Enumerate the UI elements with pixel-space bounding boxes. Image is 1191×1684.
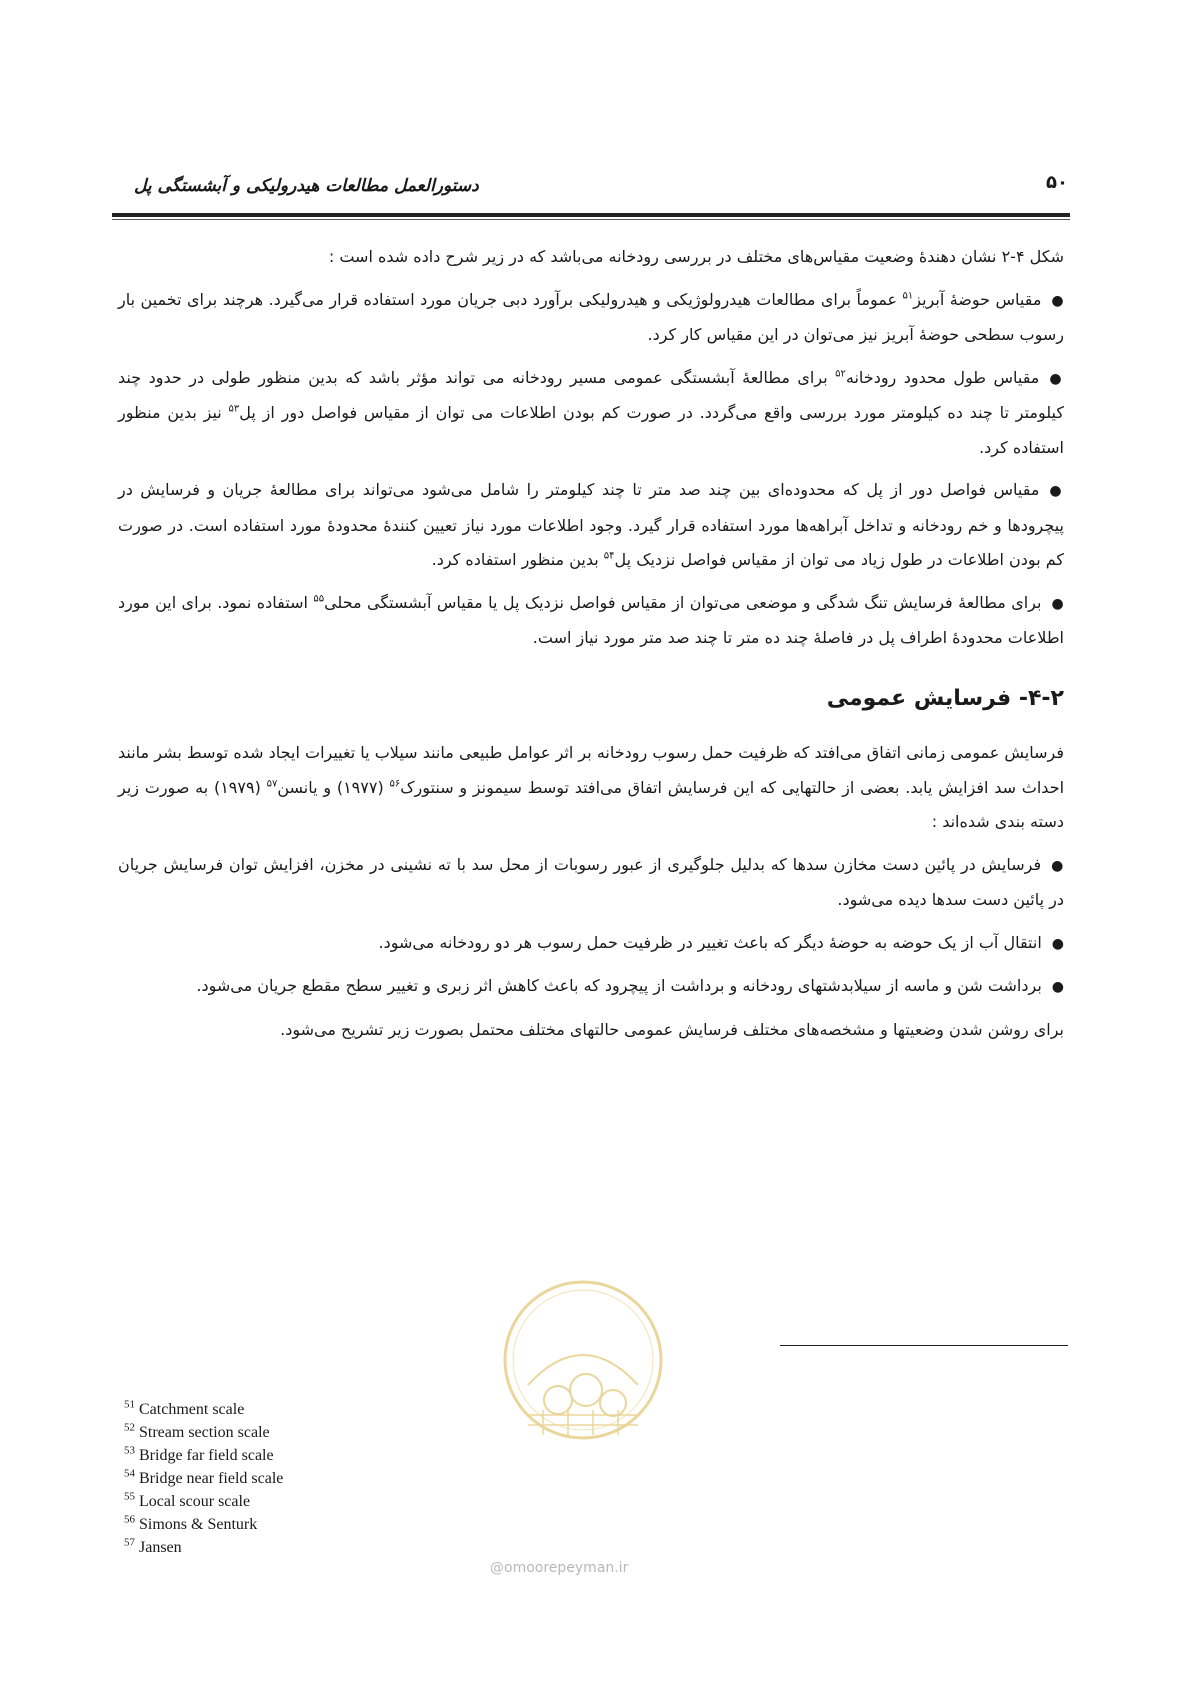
bullet-text: مقیاس فواصل دور از پل که محدوده‌ای بین چند صد متر تا چند کیلومتر را شامل می‌شود می‌تواند برای مطالعهٔ جریان و فرسایش در پیچرودها و خم رودخانه و تداخل آبراهه‌ها مورد استفاده قرار گیرد. وجود اطلاعات مورد نیاز تعیین کنندهٔ محدودهٔ مورد استفاده است. در صورت کم بودن اطلاعات در طول زیاد می توان از مقیاس فواصل نزدیک پل	[118, 480, 1064, 569]
bullet-catchment	[118, 283, 1064, 353]
section-heading: ۴-۲- فرسایش عمومی	[826, 685, 1064, 711]
bullet-text: عموماً برای مطالعات هیدرولوژیکی و هیدرولیکی برآورد دبی جریان مورد استفاده قرار می‌گیرد. هرچند برای تخمین بار رسوب سطحی حوضهٔ آبریز نیز می‌توان در این مقیاس کار کرد.	[118, 289, 1064, 344]
watermark-seal-icon	[498, 1265, 668, 1465]
footnote-text: Stream section scale	[139, 1424, 270, 1441]
bullet-text: استفاده نمود. برای این مورد اطلاعات محدودهٔ اطراف پل در فاصلهٔ چند ده متر تا چند صد متر مورد نیاز است.	[118, 592, 1064, 647]
footnote-text: Bridge near field scale	[139, 1470, 284, 1487]
bullet-text: مقیاس طول محدود رودخانه	[845, 367, 1040, 387]
bullet-icon: ●	[1051, 857, 1064, 874]
footnote-item	[124, 1513, 283, 1536]
intro-paragraph: شکل ۴-۲ نشان دهندهٔ وضعیت مقیاس‌های مختلف در بررسی رودخانه می‌باشد که در زیر شرح داده شده است :	[328, 247, 1064, 266]
bullet-local-scour	[118, 586, 1064, 656]
footnote-number: 53	[124, 1444, 135, 1457]
bullet-text: برداشت شن و ماسه از سیلابدشتهای رودخانه و برداشت از پیچرود که باعث کاهش اثر زبری و تغییر سطح مقطع جریان می‌شود.	[196, 976, 1042, 995]
page-header	[112, 172, 1068, 202]
footnote-ref: ۵۷	[266, 778, 278, 790]
footnote-number: 52	[124, 1421, 135, 1434]
footnote-text: Jansen	[139, 1539, 182, 1556]
watermark-logo	[498, 1265, 668, 1465]
bullet-icon: ●	[1051, 292, 1064, 309]
paragraph-text: (۱۹۷۷) و یانسن	[277, 777, 390, 797]
footnote-item	[124, 1444, 283, 1467]
bullet-stream-section	[118, 361, 1064, 466]
footnote-item	[124, 1421, 283, 1444]
footnote-ref: ۵۱	[902, 290, 914, 302]
footnote-ref: ۵۶	[389, 778, 401, 790]
footnote-number: 57	[124, 1536, 135, 1549]
footnote-item	[124, 1490, 283, 1513]
paragraph-text: (۱۹۷۹) به صورت زیر دسته بندی شده‌اند :	[118, 777, 1064, 831]
bullet-gravel-mining	[118, 969, 1064, 1005]
bullet-icon: ●	[1051, 935, 1064, 952]
bullet-water-transfer	[118, 926, 1064, 962]
bullet-icon: ●	[1051, 595, 1064, 612]
bullet-dam-downstream	[118, 848, 1064, 918]
watermark-site: @omoorepeyman.ir	[490, 1560, 629, 1576]
header-rule-thin	[112, 219, 1070, 220]
footnote-item	[124, 1467, 283, 1490]
page-number: ۵۰	[1046, 172, 1068, 193]
closing-paragraph: برای روشن شدن وضعیتها و مشخصه‌های مختلف فرسایش عمومی حالتهای مختلف محتمل بصورت زیر تشریح می‌شود.	[280, 1019, 1064, 1039]
footnote-ref: ۵۲	[835, 368, 846, 380]
bullet-icon: ●	[1049, 483, 1064, 499]
footnote-item	[124, 1398, 283, 1421]
footnote-text: Local scour scale	[139, 1493, 251, 1510]
footnote-text: Bridge far field scale	[139, 1447, 274, 1464]
running-title: دستورالعمل مطالعات هیدرولیکی و آبشستگی پل	[134, 176, 479, 196]
footnote-number: 55	[124, 1490, 135, 1503]
footnote-number: 51	[124, 1398, 135, 1411]
footnote-ref: ۵۵	[313, 593, 325, 605]
footnote-rule	[780, 1345, 1068, 1346]
footnote-ref: ۵۴	[603, 550, 615, 562]
bullet-text: انتقال آب از یک حوضه به حوضهٔ دیگر که باعث تغییر در ظرفیت حمل رسوب هر دو رودخانه می‌شود.	[378, 932, 1042, 952]
bullet-text: برای مطالعهٔ آبشستگی عمومی مسیر رودخانه می تواند مؤثر باشد که بدین منظور طولی در حدود چند کیلومتر تا چند ده کیلومتر مورد بررسی واقع می‌گردد. در صورت کم بودن اطلاعات می توان از مقیاس فواصل دور از پل	[118, 367, 1064, 422]
bullet-text: برای مطالعهٔ فرسایش تنگ شدگی و موضعی می‌توان از مقیاس فواصل نزدیک پل یا مقیاس آبشستگی محلی	[324, 592, 1042, 612]
footnote-ref: ۵۳	[228, 403, 240, 415]
bullet-text: بدین منظور استفاده کرد.	[431, 550, 604, 569]
bullet-text: نیز بدین منظور استفاده کرد.	[118, 403, 1064, 457]
footnote-text: Simons & Senturk	[139, 1516, 258, 1533]
footnotes	[124, 1398, 283, 1559]
header-rule-thick	[112, 213, 1070, 217]
bullet-icon: ●	[1049, 370, 1065, 387]
paragraph-text: فرسایش عمومی زمانی اتفاق می‌افتد که ظرفیت حمل رسوب رودخانه بر اثر عوامل طبیعی مانند سیلاب یا تغییرات ایجاد شده توسط بشر مانند احداث سد افزایش یابد. بعضی از حالتهایی که این فرسایش اتفاق می‌افتد توسط سیمونز و سنتورک	[118, 743, 1065, 797]
page-body	[118, 240, 1064, 1055]
footnote-text: Catchment scale	[139, 1401, 245, 1418]
bullet-text: مقیاس حوضهٔ آبریز	[913, 289, 1042, 309]
bullet-icon: ●	[1051, 979, 1064, 995]
general-scour-paragraph	[118, 736, 1064, 840]
footnote-item	[124, 1536, 283, 1559]
footnote-number: 56	[124, 1513, 135, 1526]
footnote-number: 54	[124, 1467, 135, 1480]
bullet-text: فرسایش در پائین دست مخازن سدها که بدلیل جلوگیری از عبور رسوبات از محل سد با ته نشینی در مخزن، افزایش توان فرسایش جریان در پائین دست سدها دیده می‌شود.	[118, 854, 1064, 909]
bullet-far-field	[118, 473, 1064, 578]
